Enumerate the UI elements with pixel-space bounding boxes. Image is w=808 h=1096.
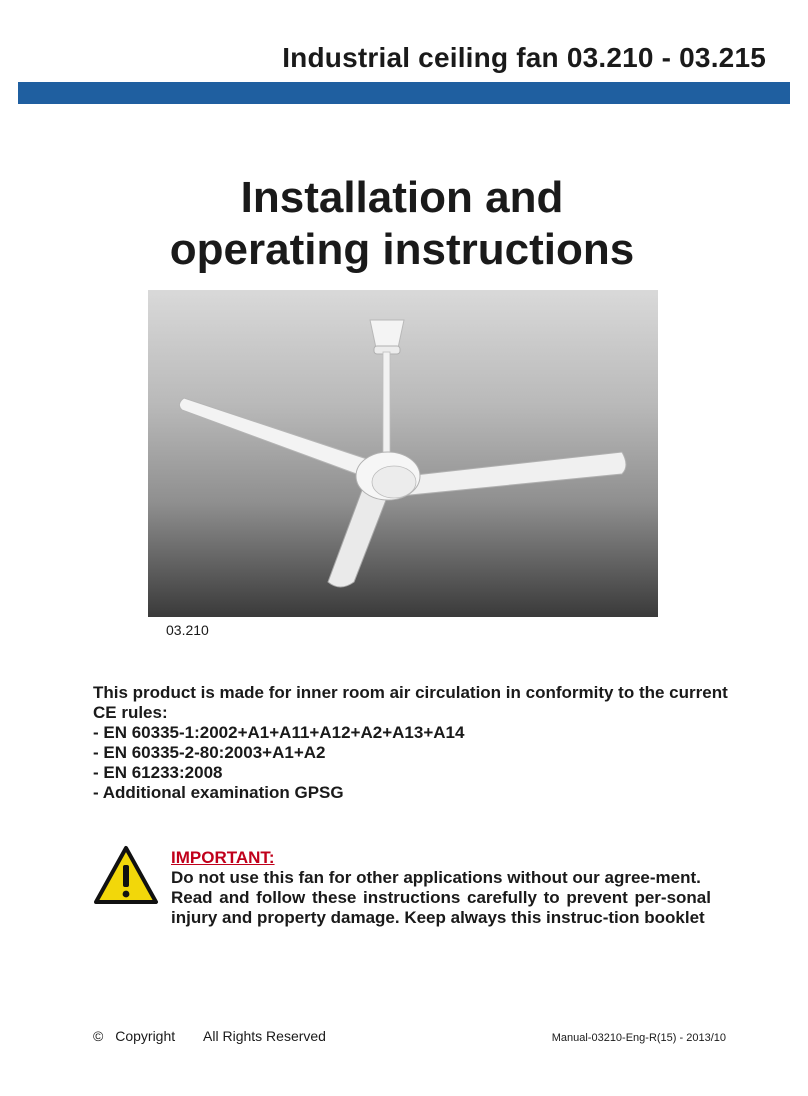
copyright-icon: ©: [93, 1028, 104, 1044]
warning-triangle-icon: [93, 845, 159, 905]
header-title: Industrial ceiling fan 03.210 - 03.215: [282, 42, 766, 73]
copyright-text: Copyright: [115, 1028, 176, 1044]
title-line-1: Installation and: [240, 173, 564, 222]
rights-text: All Rights Reserved: [203, 1028, 326, 1044]
fan-photo: [148, 290, 658, 617]
important-text-2: Read and follow these instructions carefully to prevent per-sonal injury and property damage. Keep always this instruc-tion booklet: [171, 888, 711, 927]
photo-caption: 03.210: [166, 622, 209, 638]
ceiling-fan-illustration: [148, 290, 658, 617]
intro-line: - EN 60335-1:2002+A1+A11+A12+A2+A13+A14: [93, 723, 465, 742]
intro-line: - Additional examination GPSG: [93, 783, 344, 802]
intro-line: - EN 60335-2-80:2003+A1+A2: [93, 743, 326, 762]
intro-line: - EN 61233:2008: [93, 763, 223, 782]
important-label: IMPORTANT:: [171, 848, 275, 867]
important-notice: [171, 848, 711, 928]
conformity-statement: [93, 683, 733, 803]
header-bar: [18, 82, 790, 104]
manual-reference: Manual-03210-Eng-R(15) - 2013/10: [551, 1032, 726, 1044]
copyright-line: [93, 1028, 326, 1044]
page-title: [0, 172, 804, 276]
title-line-2: operating instructions: [169, 225, 635, 274]
important-text-1: Do not use this fan for other applications without our agree-ment.: [171, 868, 701, 887]
intro-line: This product is made for inner room air circulation in conformity to the current CE rules:: [93, 683, 728, 722]
